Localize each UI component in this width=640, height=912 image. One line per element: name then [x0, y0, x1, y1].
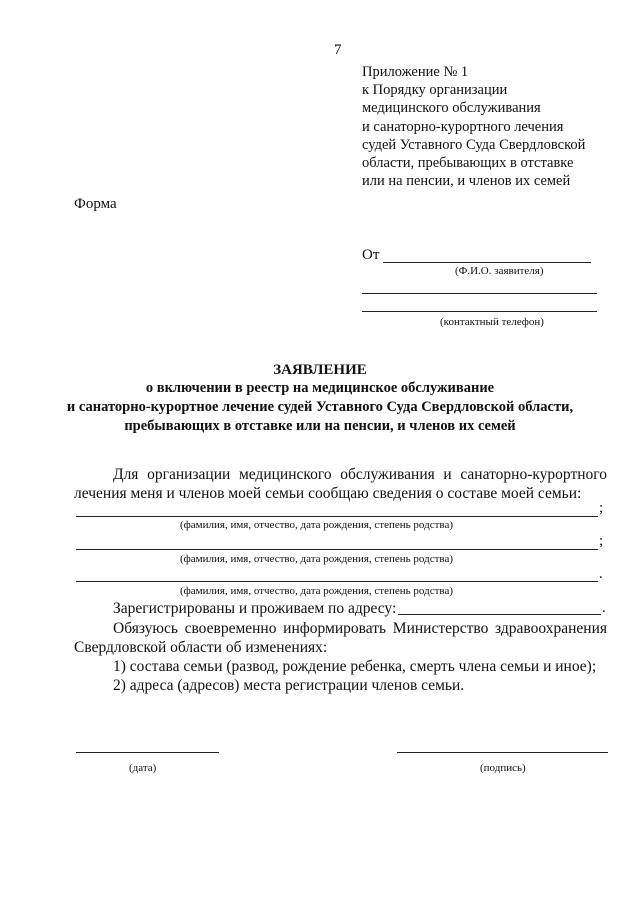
title-line-3: пребывающих в отставке или на пенсии, и членов их семей [124, 418, 516, 434]
appendix-line: Приложение № 1 [362, 64, 469, 80]
family-member-field[interactable] [76, 581, 598, 582]
date-field[interactable] [76, 752, 219, 753]
family-member-field[interactable] [76, 549, 598, 550]
family-line-end: ; [599, 500, 604, 516]
appendix-line: судей Уставного Суда Свердловской [362, 136, 586, 153]
applicant-name-field[interactable] [383, 262, 591, 263]
from-label: От [362, 247, 380, 263]
appendix-line: и санаторно-курортного лечения [362, 118, 564, 135]
applicant-extra-field[interactable] [362, 293, 597, 294]
intro-line-1: Для организации медицинского обслуживания и санаторно-курортного [113, 466, 607, 483]
registered-address-label: Зарегистрированы и проживаем по адресу: [113, 600, 397, 617]
family-line-end: . [599, 566, 603, 582]
applicant-name-caption: (Ф.И.О. заявителя) [455, 265, 544, 277]
signature-field[interactable] [397, 752, 608, 753]
address-line-end: . [602, 600, 606, 616]
date-caption: (дата) [129, 762, 157, 774]
obligation-line-1: Обязуюсь своевременно информировать Министерство здравоохранения [113, 620, 607, 637]
title-line-1: о включении в реестр на медицинское обслуживание [145, 380, 495, 396]
appendix-line: области, пребывающих в отставке [362, 155, 574, 172]
phone-caption: (контактный телефон) [440, 316, 544, 328]
appendix-line: к Порядку организации [362, 82, 508, 99]
address-field[interactable] [398, 614, 601, 615]
family-member-field[interactable] [76, 516, 598, 517]
obligation-item-2: 2) адреса (адресов) места регистрации членов семьи. [113, 677, 465, 694]
appendix-line: медицинского обслуживания [362, 100, 541, 117]
page-number: 7 [334, 42, 342, 58]
intro-line-2: лечения меня и членов моей семьи сообщаю сведения о составе моей семьи: [74, 485, 582, 502]
obligation-item-1: 1) состава семьи (развод, рождение ребенка, смерть члена семьи и иное); [113, 658, 597, 675]
family-member-caption: (фамилия, имя, отчество, дата рождения, степень родства) [180, 585, 453, 597]
title-line-2: и санаторно-курортное лечение судей Уставного Суда Свердловской области, [66, 399, 574, 415]
appendix-header [362, 63, 585, 190]
applicant-phone-field[interactable] [362, 311, 597, 312]
obligation-line-2: Свердловской области об изменениях: [74, 639, 328, 656]
form-label: Форма [74, 196, 117, 212]
signature-caption: (подпись) [480, 762, 526, 774]
appendix-line: или на пенсии, и членов их семей [362, 173, 571, 190]
family-line-end: ; [599, 533, 604, 549]
family-member-caption: (фамилия, имя, отчество, дата рождения, степень родства) [180, 553, 453, 565]
document-title: ЗАЯВЛЕНИЕ [273, 362, 367, 378]
family-member-caption: (фамилия, имя, отчество, дата рождения, степень родства) [180, 519, 453, 531]
